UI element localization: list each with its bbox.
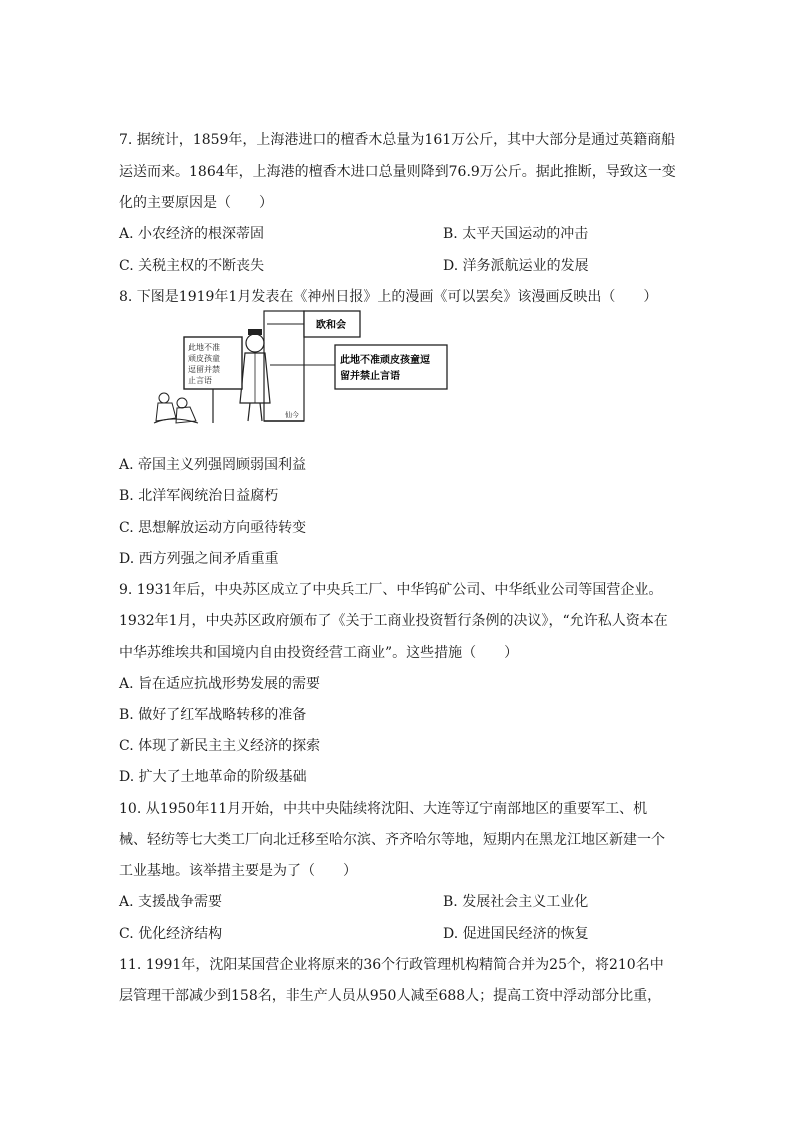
svg-text:逗留并禁: 逗留并禁 — [188, 365, 220, 374]
label-bottom-text-2: 留并禁止言语 — [340, 371, 400, 382]
q10-option-d[interactable]: D. 促进国民经济的恢复 — [443, 926, 589, 942]
q9-line-3: 中华苏维埃共和国境内自由投资经营工商业”。这些措施（ ） — [119, 645, 519, 661]
q9-option-d[interactable]: D. 扩大了土地革命的阶级基础 — [119, 769, 307, 785]
q9-option-c[interactable]: C. 体现了新民主主义经济的探索 — [119, 738, 321, 754]
q7-line-1: 7. 据统计，1859年，上海港进口的檀香木总量为161万公斤，其中大部分是通过英籍商船 — [119, 132, 676, 148]
cartoon-drawing — [152, 303, 452, 428]
q7-line-3: 化的主要原因是（ ） — [119, 195, 273, 211]
q9-line-2: 1932年1月，中央苏区政府颁布了《关于工商业投资暂行条例的决议》，“允许私人资本在 — [119, 613, 668, 629]
q10-option-a[interactable]: A. 支援战争需要 — [119, 894, 223, 910]
q7-option-c[interactable]: C. 关税主权的不断丧失 — [119, 258, 265, 274]
q11-line-2: 层管理干部减少到158名，非生产人员从950人减至688人；提高工资中浮动部分比重， — [119, 988, 662, 1004]
q8-line-1: 8. 下图是1919年1月发表在《神州日报》上的漫画《可以罢矣》该漫画反映出（ ） — [119, 289, 658, 305]
q7-line-2: 运送而来。1864年，上海港的檀香木进口总量则降到76.9万公斤。据此推断，导致这一变 — [119, 164, 676, 180]
q8-option-b[interactable]: B. 北洋军阀统治日益腐朽 — [119, 488, 279, 504]
cartoon-signature: 仙今 — [285, 411, 299, 419]
q8-option-d[interactable]: D. 西方列强之间矛盾重重 — [119, 551, 279, 567]
label-top-text: 欧和会 — [316, 320, 346, 331]
figure-head — [246, 334, 264, 352]
q10-option-b[interactable]: B. 发展社会主义工业化 — [443, 894, 589, 910]
q7-option-b[interactable]: B. 太平天国运动的冲击 — [443, 226, 589, 242]
svg-text:顽皮孩童: 顽皮孩童 — [188, 354, 220, 363]
q11-line-1: 11. 1991年，沈阳某国营企业将原来的36个行政管理机构精简合并为25个，将210名中 — [119, 957, 664, 973]
q10-option-c[interactable]: C. 优化经济结构 — [119, 926, 223, 942]
q8-option-a[interactable]: A. 帝国主义列强罔顾弱国利益 — [119, 457, 307, 473]
q9-line-1: 9. 1931年后，中央苏区成立了中央兵工厂、中华钨矿公司、中华纸业公司等国营企业。 — [119, 582, 663, 598]
door-panel — [264, 311, 304, 421]
cartoon-image — [152, 303, 452, 428]
q7-option-d[interactable]: D. 洋务派航运业的发展 — [443, 258, 589, 274]
q7-option-a[interactable]: A. 小农经济的根深蒂固 — [119, 226, 265, 242]
q9-option-a[interactable]: A. 旨在适应抗战形势发展的需要 — [119, 676, 321, 692]
q8-option-c[interactable]: C. 思想解放运动方向亟待转变 — [119, 520, 307, 536]
svg-text:此地不准: 此地不准 — [188, 343, 220, 352]
label-bottom-text-1: 此地不准顽皮孩童逗 — [340, 355, 430, 366]
q10-line-3: 工业基地。该举措主要是为了（ ） — [119, 863, 357, 879]
label-box-bottom — [335, 345, 447, 389]
q10-line-1: 10. 从1950年11月开始，中共中央陆续将沈阳、大连等辽宁南部地区的重要军工、机 — [119, 801, 648, 817]
q10-line-2: 械、轻纺等七大类工厂向北迁移至哈尔滨、齐齐哈尔等地，短期内在黑龙江地区新建一个 — [119, 832, 665, 848]
q9-option-b[interactable]: B. 做好了红军战略转移的准备 — [119, 707, 307, 723]
figure-hat — [248, 329, 262, 335]
svg-text:止言语: 止言语 — [188, 376, 212, 385]
